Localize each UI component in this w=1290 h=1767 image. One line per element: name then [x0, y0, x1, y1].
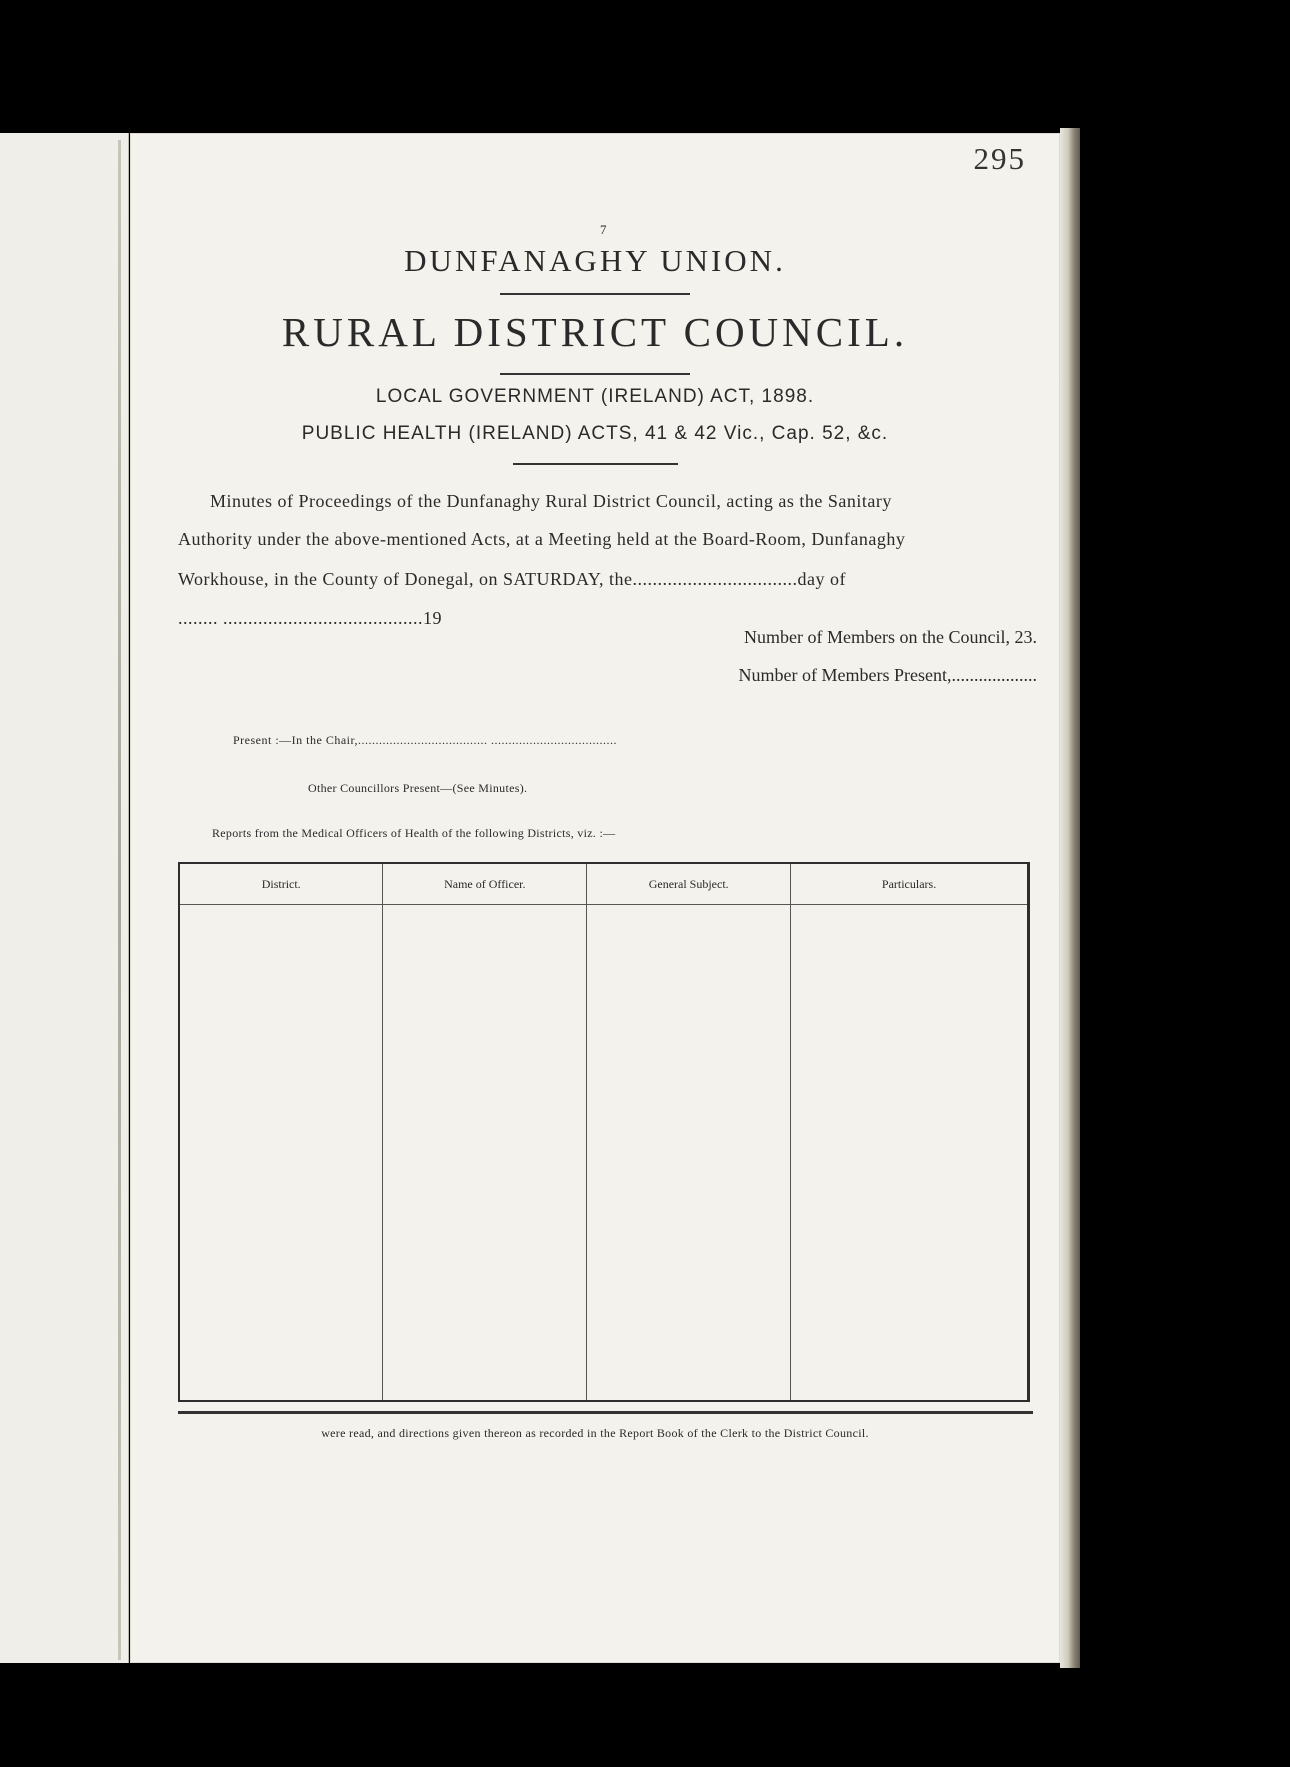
act-line-2: PUBLIC HEALTH (IRELAND) ACTS, 41 & 42 Vic., Cap. 52, &c. — [301, 423, 889, 444]
district-cell — [179, 905, 383, 1402]
other-councillors-line: Other Councillors Present—(See Minutes). — [308, 781, 528, 795]
page-edge — [1060, 128, 1080, 1668]
minutes-line-4: ........ ........................................19 — [178, 608, 442, 628]
minutes-line-1: Minutes of Proceedings of the Dunfanaghy Rural District Council, acting as the Sanitary — [210, 491, 892, 511]
column-header-subject: General Subject. — [587, 863, 791, 905]
subject-cell — [587, 905, 791, 1402]
book-spine — [118, 140, 121, 1660]
title-rule-1 — [500, 293, 690, 295]
reports-intro: Reports from the Medical Officers of Health of the following Districts, viz. :— — [212, 826, 616, 840]
officer-cell — [383, 905, 587, 1402]
column-header-district: District. — [179, 863, 383, 905]
table-bottom-rule — [178, 1411, 1033, 1414]
present-chair-line: Present :—In the Chair,..................................... .................................... — [233, 733, 617, 747]
reports-table — [178, 862, 1030, 1402]
particulars-cell — [791, 905, 1029, 1402]
table-header-row — [179, 863, 1029, 905]
title-rule-3 — [513, 463, 678, 465]
members-present: Number of Members Present,................... — [738, 665, 1037, 685]
union-title: DUNFANAGHY UNION. — [404, 243, 786, 278]
members-on-council: Number of Members on the Council, 23. — [744, 627, 1037, 647]
footer-note: were read, and directions given thereon as recorded in the Report Book of the Clerk to the District Council. — [321, 1426, 869, 1440]
minutes-line-3: Workhouse, in the County of Donegal, on SATURDAY, the.................................day of — [178, 569, 847, 589]
register-page — [130, 133, 1060, 1663]
left-page — [0, 133, 129, 1663]
printer-mark: 7 — [600, 222, 607, 237]
title-rule-2 — [500, 373, 690, 375]
council-title: RURAL DISTRICT COUNCIL. — [281, 309, 909, 355]
column-header-officer: Name of Officer. — [383, 863, 587, 905]
table-row — [179, 905, 1029, 1402]
minutes-line-2: Authority under the above-mentioned Acts, at a Meeting held at the Board-Room, Dunfanaghy — [178, 529, 906, 549]
act-line-1: LOCAL GOVERNMENT (IRELAND) ACT, 1898. — [375, 386, 815, 407]
column-header-particulars: Particulars. — [791, 863, 1029, 905]
page-number: 295 — [973, 141, 1026, 176]
